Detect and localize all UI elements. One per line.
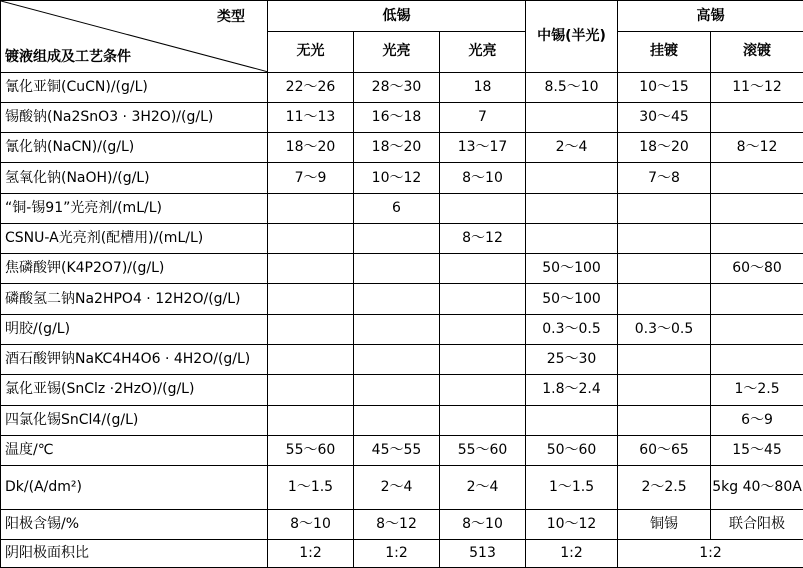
row-label: 氢氧化钠(NaOH)/(g/L): [1, 163, 268, 193]
table-row: [1, 539, 803, 567]
table-cell: 2～2.5: [618, 466, 711, 510]
table-cell: 7: [440, 102, 526, 132]
subheader-bright-2: 光亮: [440, 32, 526, 72]
table-cell: 1:2: [354, 539, 440, 567]
table-cell: 11～12: [711, 72, 803, 102]
row-label: 温度/℃: [1, 435, 268, 465]
table-cell: 8～12: [711, 133, 803, 163]
row-label: 氰化钠(NaCN)/(g/L): [1, 133, 268, 163]
table-cell: 18～20: [354, 133, 440, 163]
table-cell: [526, 193, 618, 223]
table-cell: [440, 254, 526, 284]
table-cell: [526, 102, 618, 132]
subheader-rack-plating: 挂镀: [618, 32, 711, 72]
table-cell: [711, 223, 803, 253]
table-cell: [354, 284, 440, 314]
table-cell: 8～10: [440, 510, 526, 539]
table-cell: [268, 405, 354, 435]
table-row: [1, 72, 803, 102]
table-row: [1, 345, 803, 375]
subheader-barrel-plating: 滚镀: [711, 32, 803, 72]
table-cell: 0.3～0.5: [618, 314, 711, 344]
table-cell: 30～45: [618, 102, 711, 132]
group-low-tin: 低锡: [268, 1, 526, 32]
table-cell: 6～9: [711, 405, 803, 435]
table-row: [1, 375, 803, 405]
row-label: 酒石酸钾钠NaKC4H4O6 · 4H2O/(g/L): [1, 345, 268, 375]
row-label: 阴阳极面积比: [1, 539, 268, 567]
table-cell: 2～4: [440, 466, 526, 510]
row-label: 锡酸钠(Na2SnO3 · 3H2O)/(g/L): [1, 102, 268, 132]
table-cell: [440, 284, 526, 314]
table-row: [1, 133, 803, 163]
table-cell: [268, 284, 354, 314]
table-cell: 13～17: [440, 133, 526, 163]
table-cell: 0.3～0.5: [526, 314, 618, 344]
table-cell: [618, 254, 711, 284]
table-cell: [354, 314, 440, 344]
table-row: [1, 435, 803, 465]
table-cell: 25～30: [526, 345, 618, 375]
table-cell: [618, 375, 711, 405]
table-cell: 50～100: [526, 284, 618, 314]
table-cell: 50～60: [526, 435, 618, 465]
table-cell: [440, 314, 526, 344]
table-cell: 60～65: [618, 435, 711, 465]
table-cell: [526, 163, 618, 193]
table-cell: [618, 284, 711, 314]
table-cell: 1:2: [526, 539, 618, 567]
table-cell: [268, 193, 354, 223]
table-row: [1, 405, 803, 435]
table-cell: [526, 223, 618, 253]
row-label: 四氯化锡SnCl4/(g/L): [1, 405, 268, 435]
table-cell: [618, 193, 711, 223]
table-cell: [711, 345, 803, 375]
table-cell: 45～55: [354, 435, 440, 465]
corner-header-cell: [1, 1, 268, 73]
table-cell: [268, 254, 354, 284]
table-cell: [618, 405, 711, 435]
table-cell: 1～2.5: [711, 375, 803, 405]
table-cell: [526, 405, 618, 435]
table-cell: [354, 223, 440, 253]
table-cell: 1.8～2.4: [526, 375, 618, 405]
table-cell: [440, 193, 526, 223]
table-cell: 铜锡: [618, 510, 711, 539]
table-cell: 7～8: [618, 163, 711, 193]
row-label: Dk/(A/dm²): [1, 466, 268, 510]
table-cell: [440, 375, 526, 405]
table-row: [1, 163, 803, 193]
table-cell: 18～20: [618, 133, 711, 163]
row-label: “铜-锡91”光亮剂/(mL/L): [1, 193, 268, 223]
table-cell: [618, 345, 711, 375]
table-cell: 2～4: [354, 466, 440, 510]
table-cell: [268, 223, 354, 253]
table-row: [1, 466, 803, 510]
table-cell: [711, 193, 803, 223]
table-cell: 8～12: [440, 223, 526, 253]
table-cell: 10～12: [354, 163, 440, 193]
table-cell: [440, 345, 526, 375]
subheader-bright: 光亮: [354, 32, 440, 72]
table-cell: 22～26: [268, 72, 354, 102]
table-cell: 1:2: [268, 539, 354, 567]
row-label: 焦磷酸钾(K4P2O7)/(g/L): [1, 254, 268, 284]
group-mid-tin: 中锡(半光): [526, 1, 618, 73]
table-cell: 2～4: [526, 133, 618, 163]
table-cell: 1～1.5: [526, 466, 618, 510]
table-cell: 50～100: [526, 254, 618, 284]
row-label: 明胶/(g/L): [1, 314, 268, 344]
table-cell: [711, 284, 803, 314]
table-cell: 6: [354, 193, 440, 223]
table-cell: [354, 254, 440, 284]
table-cell: 55～60: [268, 435, 354, 465]
table-cell: 5kg 40～80A: [711, 466, 803, 510]
table-cell: [711, 102, 803, 132]
table-cell: 7～9: [268, 163, 354, 193]
table-cell: [268, 314, 354, 344]
table-row: [1, 254, 803, 284]
table-cell: [711, 314, 803, 344]
table-cell: 联合阳极: [711, 510, 803, 539]
table-cell: [354, 345, 440, 375]
table-cell: [268, 375, 354, 405]
table-cell: 18: [440, 72, 526, 102]
table-row: [1, 510, 803, 539]
corner-conditions-label: 镀液组成及工艺条件: [5, 48, 131, 65]
row-label: 氯化亚锡(SnClz ·2HzO)/(g/L): [1, 375, 268, 405]
table-cell: 8.5～10: [526, 72, 618, 102]
table-cell: 60～80: [711, 254, 803, 284]
table-cell: 15～45: [711, 435, 803, 465]
row-label: 氰化亚铜(CuCN)/(g/L): [1, 72, 268, 102]
table-cell: [354, 405, 440, 435]
table-row: [1, 102, 803, 132]
row-label: CSNU-A光亮剂(配槽用)/(mL/L): [1, 223, 268, 253]
table-cell: 18～20: [268, 133, 354, 163]
table-row: [1, 223, 803, 253]
table-cell: [440, 405, 526, 435]
table-cell: 8～10: [440, 163, 526, 193]
table-cell: 8～10: [268, 510, 354, 539]
table-cell: [618, 223, 711, 253]
table-cell: [711, 163, 803, 193]
table-cell: 1:2: [618, 539, 803, 567]
table-row: [1, 193, 803, 223]
table-cell: 11～13: [268, 102, 354, 132]
table-cell: 513: [440, 539, 526, 567]
table-cell: 10～15: [618, 72, 711, 102]
table-cell: 16～18: [354, 102, 440, 132]
subheader-matte: 无光: [268, 32, 354, 72]
table-cell: [268, 345, 354, 375]
table-cell: [354, 375, 440, 405]
table-row: [1, 314, 803, 344]
table-cell: 8～12: [354, 510, 440, 539]
row-label: 磷酸氢二钠Na2HPO4 · 12H2O/(g/L): [1, 284, 268, 314]
group-high-tin: 高锡: [618, 1, 803, 32]
table-cell: 1～1.5: [268, 466, 354, 510]
table-cell: 28～30: [354, 72, 440, 102]
corner-type-label: 类型: [217, 9, 245, 25]
table-cell: 10～12: [526, 510, 618, 539]
table-cell: 55～60: [440, 435, 526, 465]
table-row: [1, 284, 803, 314]
row-label: 阳极含锡/%: [1, 510, 268, 539]
